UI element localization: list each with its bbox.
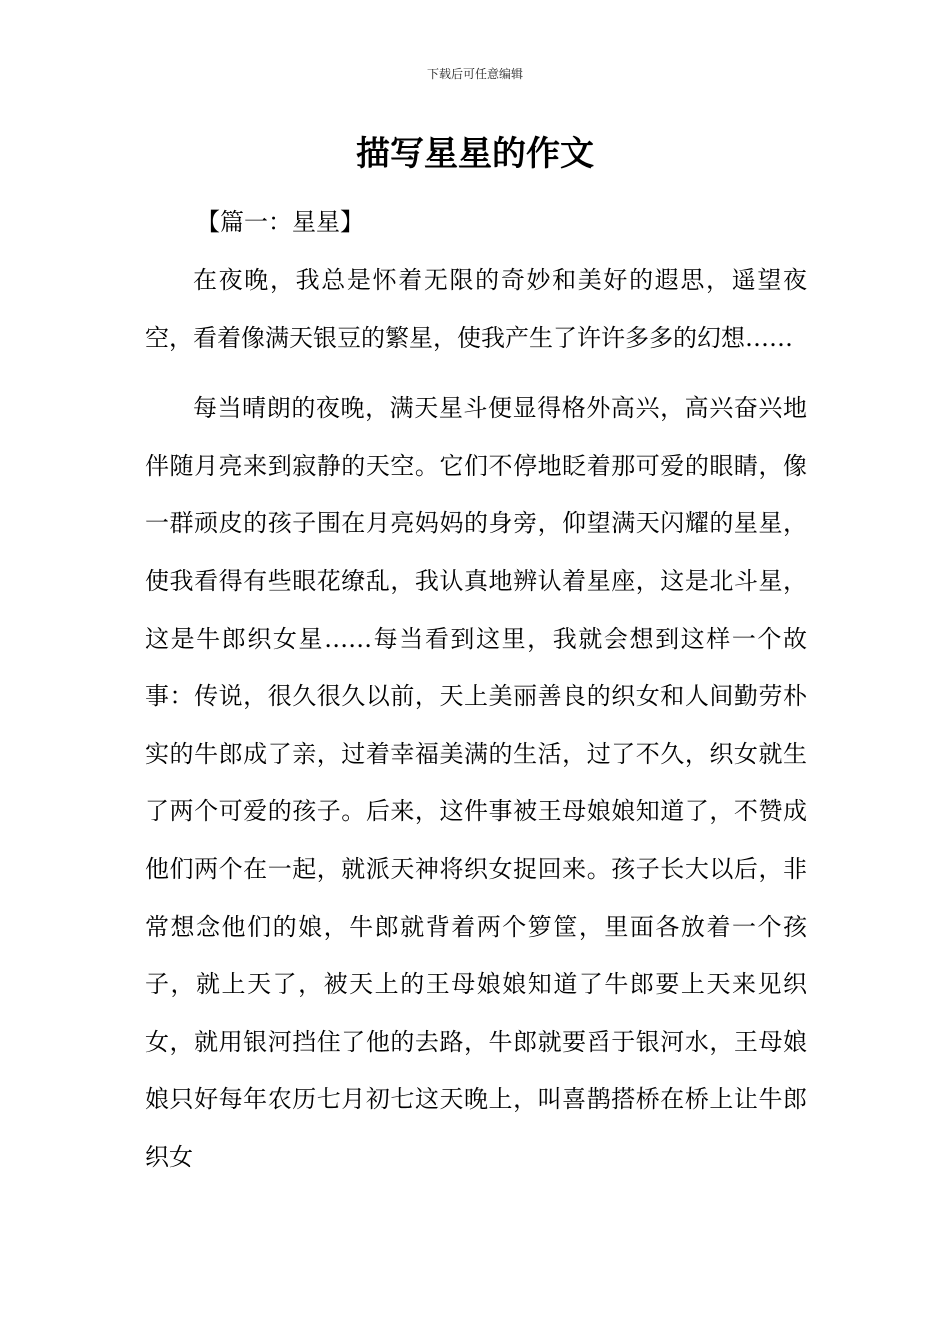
paragraph-1: 在夜晚，我总是怀着无限的奇妙和美好的遐思，遥望夜空，看着像满天银豆的繁星，使我产生了许许多多的幻想…… [145,266,807,352]
document-body [145,252,807,1187]
section-heading: 【篇一：星星】 [196,208,364,236]
page-header-note: 下载后可任意编辑 [426,67,523,81]
paragraph-2: 每当晴朗的夜晚，满天星斗便显得格外高兴，高兴奋兴地伴随月亮来到寂静的天空。它们不停地眨着那可爱的眼睛，像一群顽皮的孩子围在月亮妈妈的身旁，仰望满天闪耀的星星，使我看得有些眼花缭乱，我认真地辨认着星座，这是北斗星，这是牛郎织女星……每当看到这里，我就会想到这样一个故事：传说，很久很久以前，天上美丽善良的织女和人间勤劳朴实的牛郎成了亲，过着幸福美满的生活，过了不久，织女就生了两个可爱的孩子。后来，这件事被王母娘娘知道了，不赞成他们两个在一起，就派天神将织女捉回来。孩子长大以后，非常想念他们的娘，牛郎就背着两个箩筐，里面各放着一个孩子，就上天了，被天上的王母娘娘知道了牛郎要上天来见织女，就用银河挡住了他的去路，牛郎就要舀于银河水，王母娘娘只好每年农历七月初七这天晚上，叫喜鹊搭桥在桥上让牛郎织女 [145,394,807,1171]
document-title: 描写星星的作文 [356,134,594,174]
